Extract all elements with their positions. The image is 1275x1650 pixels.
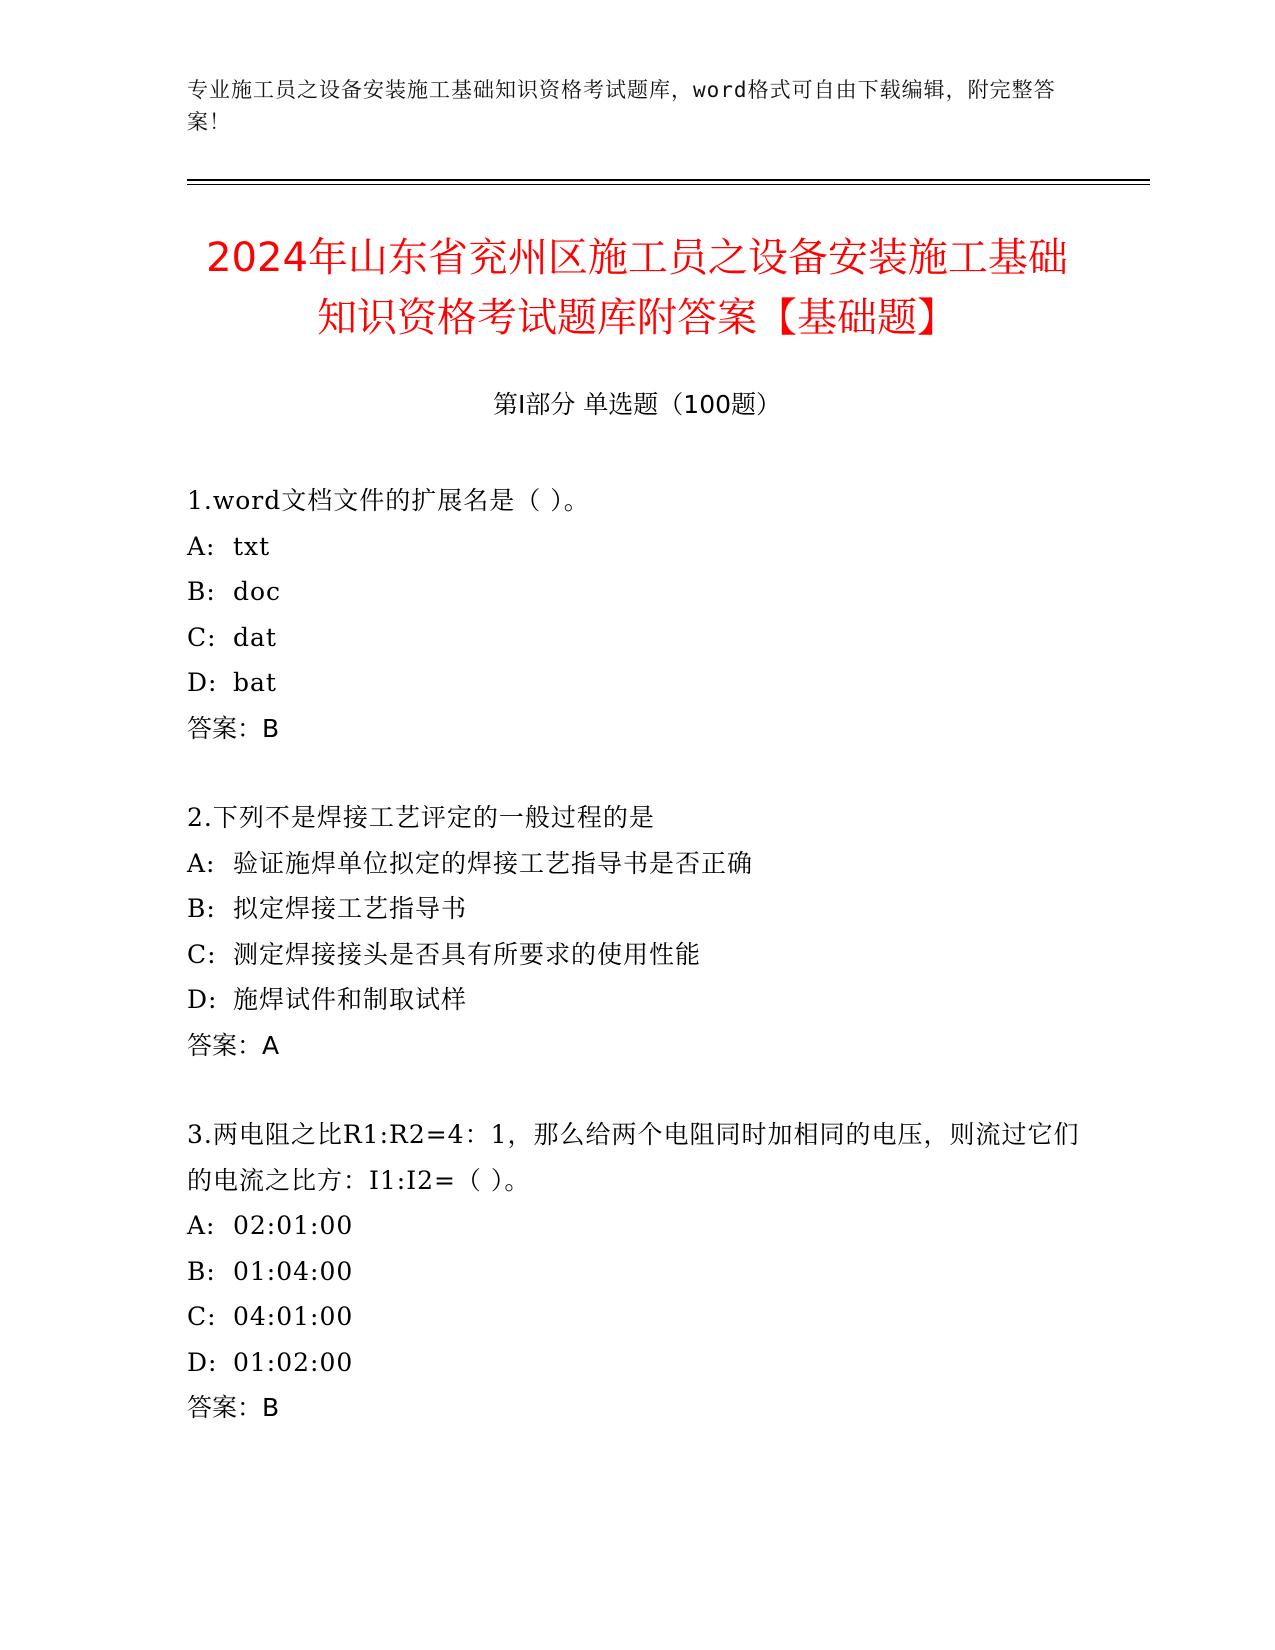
option-text: 测定焊接接头是否具有所要求的使用性能 xyxy=(233,939,702,969)
question-stem: 1.word文档文件的扩展名是（ ）。 xyxy=(187,486,590,515)
option-text: dat xyxy=(233,622,277,652)
question-3 xyxy=(187,1112,1087,1431)
question-1 xyxy=(187,478,1087,751)
option-d xyxy=(187,977,1087,1023)
option-key: B: xyxy=(187,577,216,606)
question-2 xyxy=(187,795,1087,1068)
option-b xyxy=(187,569,1087,615)
header-rule-thick xyxy=(187,179,1150,181)
option-key: D: xyxy=(187,668,218,697)
option-text: 验证施焊单位拟定的焊接工艺指导书是否正确 xyxy=(233,848,754,878)
option-key: D: xyxy=(187,1347,218,1377)
question-stem: 3.两电阻之比R1:R2=4：1，那么给两个电阻同时加相同的电压，则流过它们的电流之比方：I1:I2=（ ）。 xyxy=(187,1120,1080,1195)
option-b xyxy=(187,886,1087,932)
option-key: A: xyxy=(187,848,216,878)
option-c xyxy=(187,932,1087,978)
section-title: 第I部分 单选题（100题） xyxy=(492,390,782,419)
option-text: 04:01:00 xyxy=(233,1302,354,1331)
option-d xyxy=(187,1340,1087,1386)
option-text: txt xyxy=(233,531,271,561)
option-text: 01:02:00 xyxy=(233,1347,354,1377)
option-key: B: xyxy=(187,894,216,923)
option-a xyxy=(187,524,1087,570)
option-key: C: xyxy=(187,939,217,969)
question-stem: 2.下列不是焊接工艺评定的一般过程的是 xyxy=(187,803,655,832)
question-list xyxy=(187,478,1087,1475)
header-note: 专业施工员之设备安装施工基础知识资格考试题库，word格式可自由下载编辑，附完整答案！ xyxy=(187,78,1056,134)
option-key: B: xyxy=(187,1256,216,1286)
option-c xyxy=(187,615,1087,661)
option-text: 拟定焊接工艺指导书 xyxy=(233,894,468,923)
option-key: C: xyxy=(187,1302,217,1331)
option-key: C: xyxy=(187,622,217,652)
option-text: 01:04:00 xyxy=(233,1256,354,1286)
option-key: D: xyxy=(187,985,218,1014)
option-a xyxy=(187,1203,1087,1249)
answer-line: 答案：B xyxy=(187,1393,280,1422)
option-key: A: xyxy=(187,1211,216,1240)
answer-line: 答案：B xyxy=(187,713,280,743)
option-text: doc xyxy=(233,577,282,606)
header-rule-thin xyxy=(187,184,1150,185)
document-title: 2024年山东省兖州区施工员之设备安装施工基础知识资格考试题库附答案【基础题】 xyxy=(206,235,1068,341)
option-a xyxy=(187,841,1087,887)
option-d xyxy=(187,660,1087,706)
option-text: 施焊试件和制取试样 xyxy=(233,985,468,1014)
option-key: A: xyxy=(187,531,216,561)
option-text: bat xyxy=(233,668,277,697)
option-b xyxy=(187,1249,1087,1295)
option-text: 02:01:00 xyxy=(233,1211,354,1240)
answer-line: 答案：A xyxy=(187,1030,280,1060)
option-c xyxy=(187,1294,1087,1340)
